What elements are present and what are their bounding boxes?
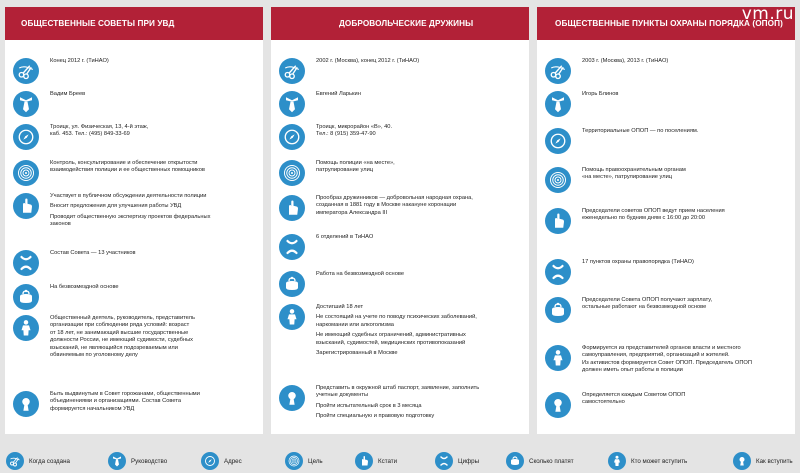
info-text (582, 345, 752, 375)
info-row-how (545, 392, 789, 418)
text-line: Конец 2012 г. (ТиНАО) (50, 58, 109, 64)
keyhole-icon (13, 391, 39, 417)
text-line: Пройти специальную и правовую подготовку (316, 413, 435, 420)
pointing-hand-icon (545, 208, 571, 234)
text-line: Формируется из представителей органов власти и местного (582, 345, 741, 351)
text-line: объединениями и организациями. Состав Совета (50, 398, 182, 405)
legend-label: Когда создана (29, 457, 70, 465)
info-text (50, 391, 200, 413)
target-icon (545, 167, 571, 193)
text-line: Достигший 18 лет (316, 304, 364, 310)
tie-icon (13, 91, 39, 117)
target-icon (279, 160, 305, 186)
text-line: Председатели советов ОПОП ведут прием населения (582, 208, 725, 214)
info-row-note (13, 193, 257, 229)
info-text (50, 160, 205, 175)
x-numbers-icon (279, 234, 305, 260)
keyhole-icon (279, 385, 305, 411)
text-line: формируется начальником УВД (50, 405, 135, 412)
compass-icon (13, 124, 39, 150)
tie-icon (108, 452, 126, 470)
legend-item-who (608, 452, 687, 470)
info-paragraph (50, 193, 210, 200)
text-line: «на месте», патрулирование улиц (582, 174, 673, 181)
legend-item-lead (108, 452, 167, 470)
text-line: 2002 г. (Москва), конец 2012 г. (ТиНАО) (316, 58, 420, 64)
info-text (50, 250, 136, 257)
info-paragraph (316, 304, 477, 311)
info-text (582, 91, 618, 98)
info-row-numbers (13, 250, 257, 276)
column-police-councils (5, 7, 263, 434)
info-row-goal (13, 160, 257, 186)
text-line: Пройти испытательный срок в 3 месяца (316, 402, 422, 409)
info-text (582, 297, 712, 312)
legend-bar (0, 448, 800, 473)
text-line: Не состоящий на учете по поводу психических заболеваний, (316, 314, 477, 321)
info-row-date (279, 58, 523, 84)
info-row-date (545, 58, 789, 84)
text-line: императора Александра III (316, 209, 388, 216)
legend-label: Адрес (224, 457, 242, 465)
compass-icon (279, 124, 305, 150)
scissors-ribbon-icon (279, 58, 305, 84)
pointing-hand-icon (355, 452, 373, 470)
text-line: Троицк, ул. Физическая, 13, 4-й этаж, (50, 124, 149, 130)
info-text (582, 58, 668, 65)
info-text (316, 124, 392, 139)
info-text (316, 160, 395, 175)
text-line: Помощь полиции «на месте», (316, 160, 395, 166)
info-paragraph (316, 413, 479, 420)
info-paragraph (50, 203, 210, 210)
info-paragraph (316, 332, 477, 347)
purse-icon (13, 284, 39, 310)
text-line: Работа на безвозмездной основе (316, 271, 404, 277)
info-row-pay (13, 284, 257, 310)
info-row-lead (545, 91, 789, 117)
text-line: Определяется каждым Советом ОПОП (582, 392, 686, 398)
text-line: Прообраз дружинников — добровольная народная охрана, (316, 195, 473, 201)
text-line: Проводит общественную экспертизу проектов федеральных (50, 213, 211, 220)
text-line: взысканий, не являющийся подозреваемым или (50, 344, 178, 351)
compass-icon (545, 128, 571, 154)
scissors-ribbon-icon (6, 452, 24, 470)
text-line: 17 пунктов охраны правопорядка (ТиНАО) (582, 259, 694, 265)
info-paragraph (316, 314, 477, 329)
legend-item-how (733, 452, 793, 470)
text-line: остальные работают на безвозмездной основе (582, 304, 707, 311)
column-title: ДОБРОВОЛЬЧЕСКИЕ ДРУЖИНЫ (271, 7, 529, 40)
legend-label: Руководство (131, 457, 168, 465)
text-line: должен иметь опыт работы в полиции (582, 367, 683, 374)
pointing-hand-icon (13, 193, 39, 219)
column-public-order-points (537, 7, 795, 434)
info-row-lead (13, 91, 257, 117)
info-text (50, 193, 210, 229)
legend-item-pay (506, 452, 574, 470)
column-volunteer-squads (271, 7, 529, 434)
legend-item-address (201, 452, 242, 470)
info-row-how (13, 391, 257, 417)
column-title: ОБЩЕСТВЕННЫЕ ПУНКТЫ ОХРАНЫ ПОРЯДКА (ОПОП) (537, 7, 795, 40)
text-line: Тел.: 8 (915) 359-47-90 (316, 131, 376, 138)
text-line: Вносит предложения для улучшения работы УВД (50, 203, 182, 210)
info-text (50, 91, 85, 98)
info-text (316, 58, 419, 65)
target-icon (13, 160, 39, 186)
text-line: Зарегистрированный в Москве (316, 350, 398, 357)
legend-label: Сколько платят (529, 457, 574, 465)
info-row-note (279, 195, 523, 221)
text-line: Помощь правоохранительным органам (582, 167, 686, 173)
text-line: Игорь Блинов (582, 91, 619, 97)
text-line: Состав Совета — 13 участников (50, 250, 136, 256)
text-line: еженедельно по будним дням с 16:00 до 20:00 (582, 215, 706, 222)
text-line: организации при соблюдении ряда условий: возраст (50, 322, 190, 329)
legend-label: Кто может вступить (631, 457, 688, 465)
text-line: законов (50, 221, 71, 228)
info-text (316, 271, 404, 278)
info-text (316, 195, 473, 217)
info-text (582, 128, 698, 135)
info-row-how (279, 385, 523, 421)
legend-label: Как вступить (756, 457, 793, 465)
info-paragraph (316, 403, 479, 410)
info-text (582, 259, 694, 266)
legend-label: Цифры (458, 457, 480, 465)
watermark-logo: vm.ru (741, 4, 794, 24)
info-paragraph (316, 385, 479, 400)
keyhole-icon (545, 392, 571, 418)
pointing-hand-icon (279, 195, 305, 221)
person-icon (13, 315, 39, 341)
info-row-who (279, 304, 523, 357)
info-row-pay (279, 271, 523, 297)
text-line: Не имеющий судебных ограничений, административных (316, 332, 466, 339)
person-icon (608, 452, 626, 470)
text-line: взаимодействия полиции и ее общественных помощников (50, 167, 205, 174)
info-text (316, 304, 477, 357)
tie-icon (279, 91, 305, 117)
text-line: Быть выдвинутым в Совет горожанами, общественными (50, 391, 200, 397)
info-row-goal (545, 167, 789, 193)
legend-item-date (6, 452, 70, 470)
info-text (316, 91, 361, 98)
person-icon (545, 345, 571, 371)
text-line: Из активистов формируется Совет ОПОП. Председатель ОПОП (582, 359, 752, 366)
text-line: Евгений Ларькин (316, 91, 361, 97)
info-text (316, 234, 373, 241)
text-line: Троицк, микрорайон «В», 40. (316, 124, 393, 130)
text-line: патрулирование улиц (316, 167, 374, 174)
info-row-numbers (279, 234, 523, 260)
info-row-lead (279, 91, 523, 117)
text-line: На безвозмездной основе (50, 284, 119, 290)
column-title: ОБЩЕСТВЕННЫЕ СОВЕТЫ ПРИ УВД (5, 7, 263, 40)
x-numbers-icon (435, 452, 453, 470)
text-line: обвиняемым по уголовному делу (50, 352, 138, 359)
info-text (50, 124, 148, 139)
text-line: взысканий, судимостей, медицинских противопоказаний (316, 339, 466, 346)
info-row-goal (279, 160, 523, 186)
legend-item-goal (285, 452, 323, 470)
legend-item-numbers (435, 452, 479, 470)
legend-label: Кстати (378, 457, 398, 465)
x-numbers-icon (13, 250, 39, 276)
info-paragraph (50, 214, 210, 229)
info-row-numbers (545, 259, 789, 285)
text-line: Общественный деятель, руководитель, представитель (50, 315, 195, 321)
purse-icon (279, 271, 305, 297)
legend-label: Цель (308, 457, 323, 465)
text-line: каб. 453. Тел.: (495) 849-33-69 (50, 131, 130, 138)
info-row-note (545, 208, 789, 234)
info-text (50, 284, 119, 291)
text-line: самостоятельно (582, 399, 625, 406)
info-row-who (545, 345, 789, 375)
text-line: созданная в 1881 году в Москве накануне коронации (316, 202, 457, 209)
text-line: учетные документы (316, 392, 369, 399)
text-line: Председатели Совета ОПОП получают зарплату, (582, 297, 713, 303)
purse-icon (506, 452, 524, 470)
text-line: Вадим Бреев (50, 91, 86, 97)
info-text (582, 392, 685, 407)
info-row-who (13, 315, 257, 359)
text-line: Контроль, консультирование и обеспечение открытости (50, 160, 198, 166)
text-line: 2003 г. (Москва), 2013 г. (ТиНАО) (582, 58, 669, 64)
scissors-ribbon-icon (545, 58, 571, 84)
target-icon (285, 452, 303, 470)
compass-icon (201, 452, 219, 470)
info-text (582, 167, 686, 182)
keyhole-icon (733, 452, 751, 470)
text-line: Представить в окружной штаб паспорт, заявление, заполнить (316, 385, 480, 391)
info-row-address (13, 124, 257, 150)
text-line: от 18 лет, не занимающий высшие государственные (50, 329, 189, 336)
info-text (316, 385, 479, 421)
x-numbers-icon (545, 259, 571, 285)
info-text (50, 315, 195, 359)
info-row-address (545, 128, 789, 154)
text-line: Участвует в публичном обсуждении деятельности полиции (50, 193, 207, 199)
info-text (582, 208, 725, 223)
legend-item-note (355, 452, 397, 470)
info-row-date (13, 58, 257, 84)
text-line: Территориальные ОПОП — по поселениям. (582, 128, 699, 134)
info-row-pay (545, 297, 789, 323)
purse-icon (545, 297, 571, 323)
info-row-address (279, 124, 523, 150)
text-line: наркомании или алкоголизма (316, 321, 394, 328)
text-line: самоуправления, предприятий, организаций и жителей. (582, 352, 730, 359)
text-line: 6 отделений в ТиНАО (316, 234, 374, 240)
text-line: должности России, не имеющий судимости, судебных (50, 337, 194, 344)
person-icon (279, 304, 305, 330)
info-text (50, 58, 109, 65)
tie-icon (545, 91, 571, 117)
info-paragraph (316, 350, 477, 357)
scissors-ribbon-icon (13, 58, 39, 84)
